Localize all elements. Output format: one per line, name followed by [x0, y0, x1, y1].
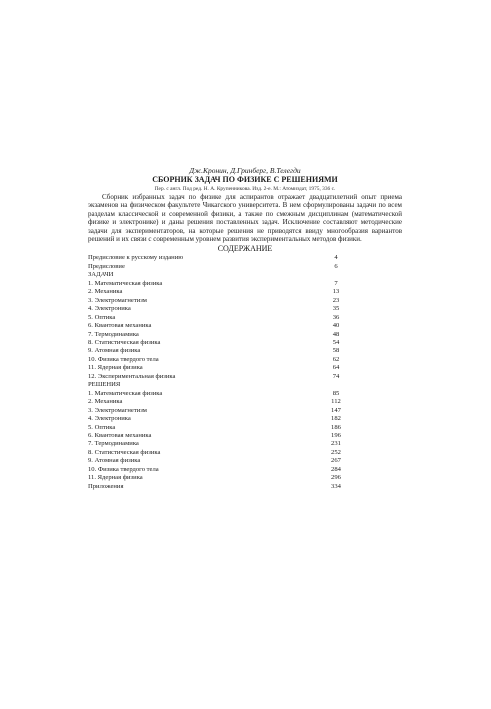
toc-entry-label: 7. Термодинамика	[88, 330, 139, 338]
toc-entry	[88, 390, 402, 398]
toc-entry	[88, 339, 402, 347]
toc-entry	[88, 271, 402, 279]
toc-entry	[88, 322, 402, 330]
toc-entry	[88, 280, 402, 288]
toc-entry-page: 196	[331, 431, 341, 439]
toc-entry-page: 4	[334, 254, 338, 262]
toc-entry-page: 36	[332, 313, 340, 321]
toc-entry-label: 1. Математическая физика	[88, 279, 163, 287]
authors-line: Дж.Кронин, Д.Гринберг, В.Телегди	[189, 166, 301, 175]
toc-entry-label: 2. Механика	[88, 398, 123, 406]
toc-entry-label: 8. Статистическая физика	[88, 338, 161, 346]
toc-entry-label: 11. Ядерная физика	[88, 474, 143, 482]
toc-entry-page: 40	[332, 322, 340, 330]
toc-entry	[88, 364, 402, 372]
toc-entry-page: 231	[331, 440, 341, 448]
toc-entry	[88, 347, 402, 355]
toc-entry	[88, 440, 402, 448]
abstract-paragraph: Сборник избранных задач по физике для аспирантов отражает двадцатилетний опыт приема экзаменов на физическом факультете Чикагского университета. В нем сформулированы задачи по всем разделам классической и современной физики, а также по смежным дисциплинам (математической физике и электронике) и даны решения поставленных задач. Исключение составляют методические задачи для экспериментаторов, на которые решения не приводятся ввиду многообразия вариантов решений и их связи с современным уровнем развития экспериментальных методов физики.	[88, 193, 402, 244]
toc-entry-label: 10. Физика твердого тела	[88, 355, 159, 363]
toc-entry-page: 35	[332, 305, 340, 313]
toc-entry-page: 252	[331, 448, 341, 456]
toc-entry	[88, 356, 402, 364]
toc-entry	[88, 424, 402, 432]
toc-entry-page: 58	[332, 347, 340, 355]
toc-entry-label: 9. Атомная физика	[88, 457, 141, 465]
toc-entry	[88, 457, 402, 465]
toc-entry	[88, 288, 402, 296]
toc-entry	[88, 381, 402, 389]
toc-entry-label: 4. Электроника	[88, 305, 131, 313]
publication-info: Пер. с англ. Под ред. Н. А. Крупенникова. Изд. 2-е. М.: Атомиздат, 1975, 336 с.	[154, 186, 336, 192]
toc-entry	[88, 415, 402, 423]
toc-entry-label: 9. Атомная физика	[88, 347, 141, 355]
toc-entry-label: 1. Математическая физика	[88, 389, 163, 397]
toc-entry	[88, 297, 402, 305]
toc-entry	[88, 373, 402, 381]
toc-entry-page: 6	[334, 262, 338, 270]
toc-entry	[88, 407, 402, 415]
toc-entry-page: 7	[334, 279, 338, 287]
toc-entry-label: 5. Оптика	[88, 423, 116, 431]
toc-entry-label: Предисловие к русскому изданию	[88, 254, 184, 262]
toc-entry-page: 112	[331, 398, 341, 406]
toc-entry-label: Приложения	[88, 482, 124, 490]
toc-entry-page: 147	[331, 406, 341, 414]
toc-entry-page: 74	[332, 372, 340, 380]
toc-entry-label: 2. Механика	[88, 288, 123, 296]
toc-entry	[88, 432, 402, 440]
toc-entry	[88, 474, 402, 482]
toc-entry-label: 11. Ядерная физика	[88, 364, 143, 372]
toc-entry	[88, 449, 402, 457]
book-title: СБОРНИК ЗАДАЧ ПО ФИЗИКЕ С РЕШЕНИЯМИ	[152, 175, 338, 184]
toc-entry-label: Предисловие	[88, 262, 125, 270]
toc-entry-label: 7. Термодинамика	[88, 440, 139, 448]
toc-entry-page: 186	[331, 423, 341, 431]
toc-entry	[88, 483, 402, 491]
toc-entry	[88, 398, 402, 406]
toc-entry-label: 5. Оптика	[88, 313, 116, 321]
toc-heading: СОДЕРЖАНИЕ	[217, 244, 273, 254]
toc-entry-page: 334	[331, 482, 341, 490]
toc-entry-label: 4. Электроника	[88, 415, 131, 423]
toc-entry	[88, 331, 402, 339]
toc-entry-label: 6. Квантовая механика	[88, 322, 152, 330]
toc-entry-label: 3. Электромагнетизм	[88, 296, 147, 304]
toc-entry	[88, 263, 402, 271]
toc-entry	[88, 305, 402, 313]
toc-entry-page: 284	[331, 465, 341, 473]
toc-entry	[88, 314, 402, 322]
toc-entry-page: 54	[332, 338, 340, 346]
toc-entry-page: 48	[332, 330, 340, 338]
toc-entry-page: 85	[332, 389, 340, 397]
toc-entry-page: 296	[331, 474, 341, 482]
toc-entry-label: 10. Физика твердого тела	[88, 465, 159, 473]
toc-entry-page: 62	[332, 355, 340, 363]
toc-entry-label: РЕШЕНИЯ	[88, 381, 121, 389]
toc-entry-page: 13	[332, 288, 340, 296]
toc-entry	[88, 466, 402, 474]
toc-entry-label: 6. Квантовая механика	[88, 431, 152, 439]
toc-entry-page: 182	[331, 415, 341, 423]
toc-entry-label: ЗАДАЧИ	[88, 271, 114, 279]
table-of-contents	[88, 254, 402, 491]
toc-entry-label: 8. Статистическая физика	[88, 448, 161, 456]
toc-entry-label: 12. Экспериментальная физика	[88, 372, 176, 380]
toc-entry	[88, 254, 402, 262]
toc-entry-page: 23	[332, 296, 340, 304]
document-page	[88, 166, 402, 491]
toc-entry-label: 3. Электромагнетизм	[88, 406, 147, 414]
toc-entry-page: 267	[331, 457, 341, 465]
toc-entry-page: 64	[332, 364, 340, 372]
